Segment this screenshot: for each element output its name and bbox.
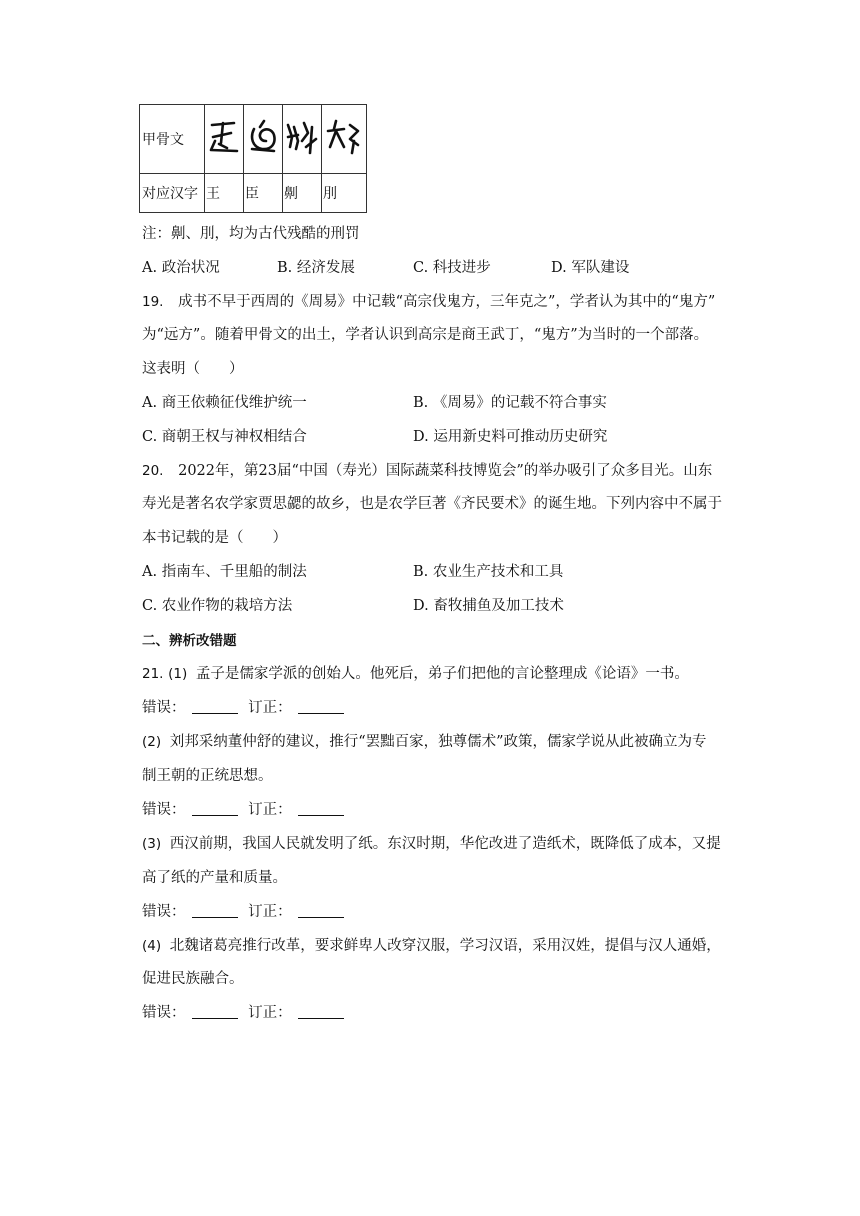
q21-item4-line1: (4) 北魏诸葛亮推行改革，要求鲜卑人改穿汉服，学习汉语，采用汉姓，提倡与汉人通婚， <box>142 938 721 954</box>
q19-stem-line3: 这表明（ ） <box>142 361 244 377</box>
q20-option-c[interactable]: C. 农业作物的栽培方法 <box>142 598 293 614</box>
q19-option-a[interactable]: A. 商王依赖征伐维护统一 <box>142 395 307 411</box>
table-header-oracle: 甲骨文 <box>140 105 205 174</box>
q21-item2-answer: 错误： 订正： <box>142 798 350 819</box>
q19-stem-line1: 19. 成书不早于西周的《周易》中记载“高宗伐鬼方，三年克之”，学者认为其中的“鬼方” <box>142 294 716 310</box>
q20-option-d[interactable]: D. 畜牧捕鱼及加工技术 <box>413 598 564 614</box>
oracle-glyph-yi-icon <box>283 105 322 174</box>
q21-item4-line2: 促进民族融合。 <box>142 971 244 987</box>
error-blank-3[interactable] <box>192 904 238 918</box>
q19-number: 19. <box>142 294 164 310</box>
q19-stem-line2: 为“远方”。随着甲骨文的出土，学者认识到高宗是商王武丁，“鬼方”为当时的一个部落。 <box>142 327 709 343</box>
q21-item2-line1: (2) 刘邦采纳董仲舒的建议，推行“罢黜百家，独尊儒术”政策，儒家学说从此被确立为专 <box>142 734 707 750</box>
q21-number: 21. <box>142 666 164 682</box>
table-char-yi: 劓 <box>283 174 322 213</box>
q19-option-b[interactable]: B. 《周易》的记载不符合事实 <box>413 395 607 411</box>
q18-option-d[interactable]: D. 军队建设 <box>551 260 630 276</box>
table-char-wang: 王 <box>205 174 244 213</box>
table-char-chen: 臣 <box>244 174 283 213</box>
fix-blank-4[interactable] <box>298 1005 344 1019</box>
q21-item4-answer: 错误： 订正： <box>142 1001 350 1022</box>
oracle-bone-table <box>139 104 367 213</box>
q20-stem-line1: 20. 2022年，第23届“中国（寿光）国际蔬菜科技博览会”的举办吸引了众多目光。山东 <box>142 463 713 479</box>
fix-blank-2[interactable] <box>298 802 344 816</box>
error-blank-4[interactable] <box>192 1005 238 1019</box>
q20-stem-line3: 本书记载的是（ ） <box>142 530 287 546</box>
q21-item3-line1: (3) 西汉前期，我国人民就发明了纸。东汉时期，华佗改进了造纸术，既降低了成本，又提 <box>142 836 721 852</box>
q19-option-d[interactable]: D. 运用新史料可推动历史研究 <box>413 429 608 445</box>
oracle-glyph-yue-icon <box>322 105 367 174</box>
oracle-glyph-wang-icon <box>205 105 244 174</box>
fix-blank-3[interactable] <box>298 904 344 918</box>
table-header-chinese: 对应汉字 <box>140 174 205 213</box>
oracle-glyph-chen-icon <box>244 105 283 174</box>
q19-option-c[interactable]: C. 商朝王权与神权相结合 <box>142 429 307 445</box>
q21-item3-line2: 高了纸的产量和质量。 <box>142 870 287 886</box>
q18-option-c[interactable]: C. 科技进步 <box>413 260 491 276</box>
error-blank-1[interactable] <box>192 700 238 714</box>
table-char-yue: 刖 <box>322 174 367 213</box>
q21-item1-line1: 21. (1) 孟子是儒家学派的创始人。他死后，弟子们把他的言论整理成《论语》一书。 <box>142 666 689 682</box>
fix-blank-1[interactable] <box>298 700 344 714</box>
q21-item1-answer: 错误： 订正： <box>142 696 350 717</box>
table-note: 注：劓、刖，均为古代残酷的刑罚 <box>142 226 360 242</box>
q18-option-b[interactable]: B. 经济发展 <box>277 260 355 276</box>
section-title: 二、辨析改错题 <box>142 633 237 649</box>
q21-item2-line2: 制王朝的正统思想。 <box>142 768 273 784</box>
error-blank-2[interactable] <box>192 802 238 816</box>
q21-item3-answer: 错误： 订正： <box>142 900 350 921</box>
q20-option-a[interactable]: A. 指南车、千里船的制法 <box>142 564 307 580</box>
q18-option-a[interactable]: A. 政治状况 <box>142 260 220 276</box>
q20-stem-line2: 寿光是著名农学家贾思勰的故乡，也是农学巨著《齐民要术》的诞生地。下列内容中不属于 <box>142 496 722 512</box>
q20-option-b[interactable]: B. 农业生产技术和工具 <box>413 564 564 580</box>
q20-number: 20. <box>142 463 164 479</box>
